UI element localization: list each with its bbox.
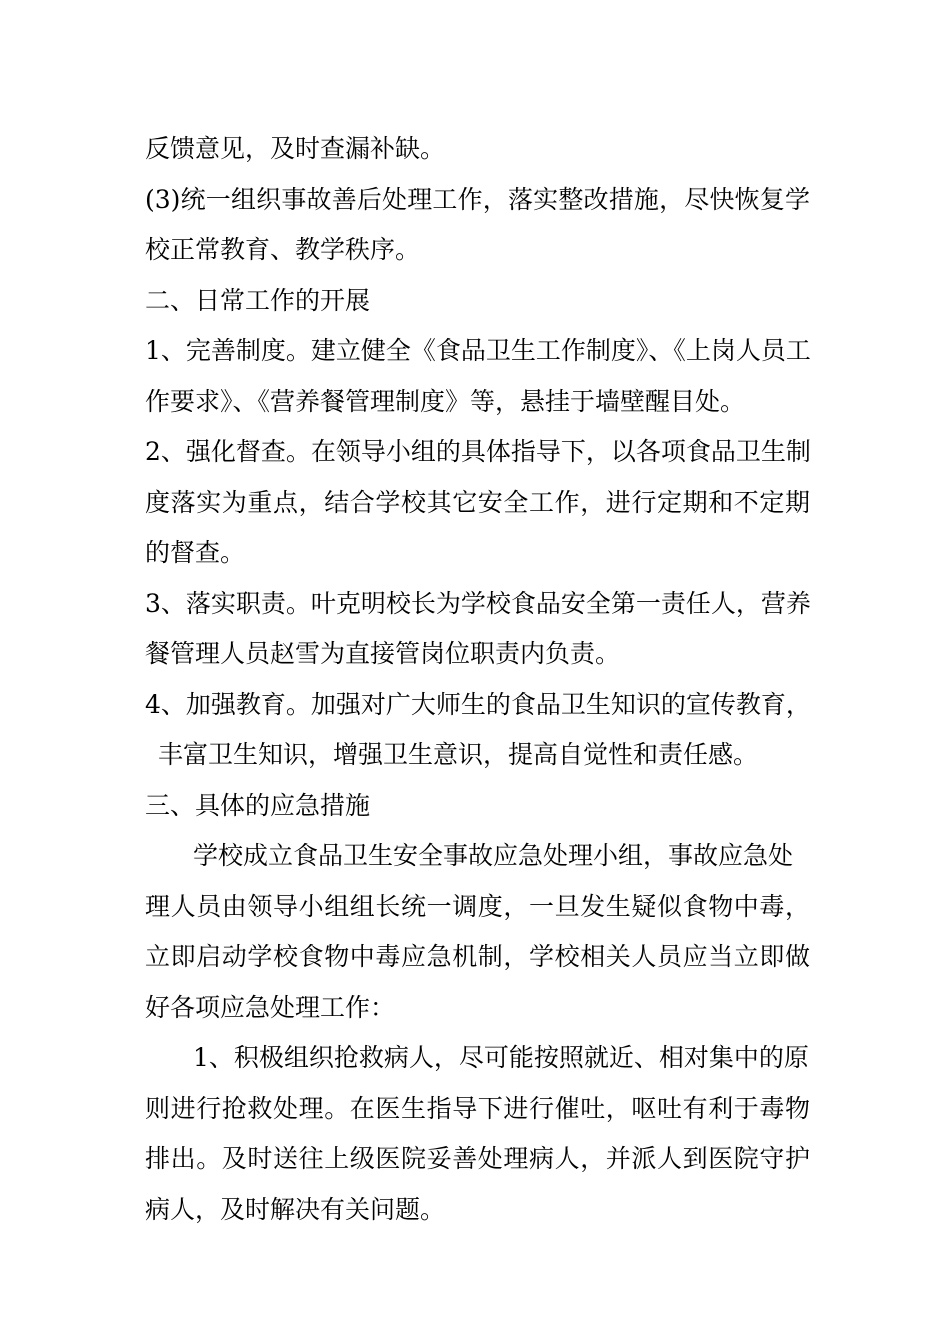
text-line: (3)统一组织事故善后处理工作，落实整改措施，尽快恢复学 — [145, 184, 810, 214]
text-line: 反馈意见，及时查漏补缺。 — [145, 134, 446, 163]
document-body — [145, 124, 810, 1235]
text-line: 则进行抢救处理。在医生指导下进行催吐，呕吐有利于毒物 — [145, 1093, 810, 1123]
text-line: 度落实为重点，结合学校其它安全工作，进行定期和不定期 — [145, 487, 810, 517]
text-line: 立即启动学校食物中毒应急机制，学校相关人员应当立即做 — [145, 942, 810, 971]
text-line: 3、落实职责。叶克明校长为学校食品安全第一责任人，营养 — [145, 588, 811, 618]
text-line: 校正常教育、教学秩序。 — [145, 235, 421, 264]
section-heading: 三、具体的应急措施 — [145, 790, 371, 820]
text-line: 2、强化督查。在领导小组的具体指导下，以各项食品卫生制 — [145, 437, 811, 466]
text-line: 作要求》、《营养餐管理制度》等，悬挂于墙壁醒目处。 — [145, 386, 746, 416]
text-line: 1、积极组织抢救病人，尽可能按照就近、相对集中的原 — [193, 1043, 809, 1072]
text-line: 的督查。 — [145, 538, 246, 567]
text-line: 丰富卫生知识，增强卫生意识，提高自觉性和责任感。 — [158, 740, 759, 769]
text-line: 理人员由领导小组组长统一调度，一旦发生疑似食物中毒， — [145, 891, 810, 921]
text-line: 病人，及时解决有关问题。 — [145, 1194, 446, 1224]
section-heading: 二、日常工作的开展 — [145, 285, 371, 315]
text-line: 排出。及时送往上级医院妥善处理病人，并派人到医院守护 — [145, 1144, 810, 1173]
text-line: 好各项应急处理工作： — [145, 992, 396, 1022]
text-line: 1、完善制度。建立健全《食品卫生工作制度》、《上岗人员工 — [145, 336, 811, 365]
text-line: 4、加强教育。加强对广大师生的食品卫生知识的宣传教育， — [145, 689, 811, 719]
text-line: 学校成立食品卫生安全事故应急处理小组，事故应急处 — [193, 841, 794, 870]
text-line: 餐管理人员赵雪为直接管岗位职责内负责。 — [145, 639, 621, 668]
